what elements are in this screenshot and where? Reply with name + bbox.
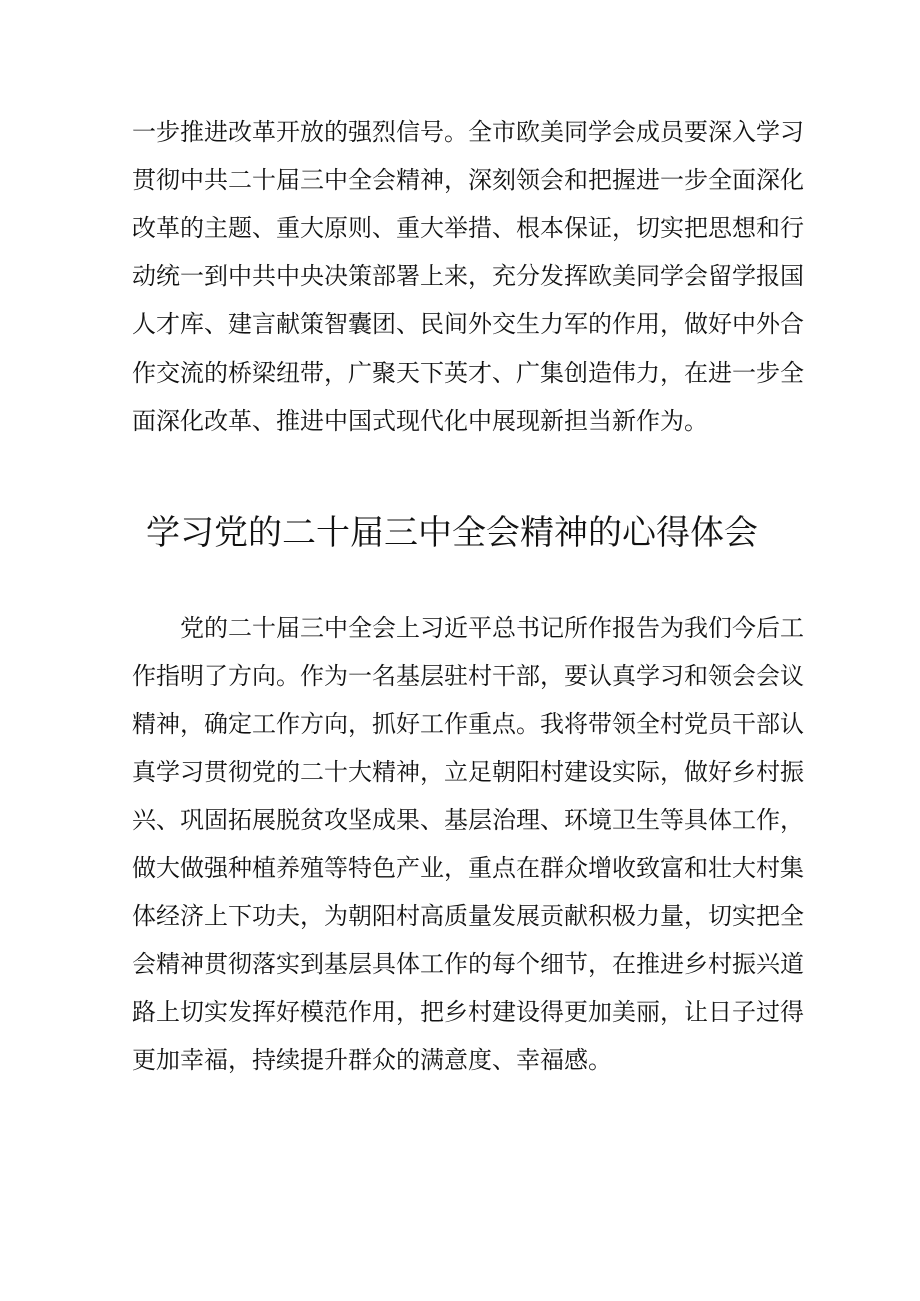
text-line: 作指明了方向。作为一名基层驻村干部，要认真学习和领会会议 (132, 662, 804, 690)
text-line: 体经济上下功夫，为朝阳村高质量发展贡献积极力量，切实把全 (132, 902, 804, 930)
text-line: 做大做强种植养殖等特色产业，重点在群众增收致富和壮大村集 (132, 854, 804, 882)
article-heading: 学习党的二十届三中全会精神的心得体会 (146, 513, 758, 553)
text-line: 精神，确定工作方向，抓好工作重点。我将带领全村党员干部认 (132, 710, 804, 738)
text-line: 面深化改革、推进中国式现代化中展现新担当新作为。 (132, 407, 708, 435)
text-line: 会精神贯彻落实到基层具体工作的每个细节，在推进乡村振兴道 (132, 950, 804, 978)
text-line: 更加幸福，持续提升群众的满意度、幸福感。 (132, 1046, 612, 1074)
text-line: 人才库、建言献策智囊团、民间外交生力军的作用，做好中外合 (132, 310, 804, 338)
text-line: 真学习贯彻党的二十大精神，立足朝阳村建设实际，做好乡村振 (132, 758, 804, 786)
text-line: 作交流的桥梁纽带，广聚天下英才、广集创造伟力，在进一步全 (132, 359, 804, 387)
text-line: 兴、巩固拓展脱贫攻坚成果、基层治理、环境卫生等具体工作， (132, 806, 804, 834)
text-line: 路上切实发挥好模范作用，把乡村建设得更加美丽，让日子过得 (132, 998, 804, 1026)
text-line: 党的二十届三中全会上习近平总书记所作报告为我们今后工 (180, 614, 804, 642)
text-line: 动统一到中共中央决策部署上来，充分发挥欧美同学会留学报国 (132, 262, 804, 290)
text-line: 改革的主题、重大原则、重大举措、根本保证，切实把思想和行 (132, 214, 804, 242)
text-line: 贯彻中共二十届三中全会精神，深刻领会和把握进一步全面深化 (132, 166, 804, 194)
text-line: 一步推进改革开放的强烈信号。全市欧美同学会成员要深入学习 (132, 118, 804, 146)
